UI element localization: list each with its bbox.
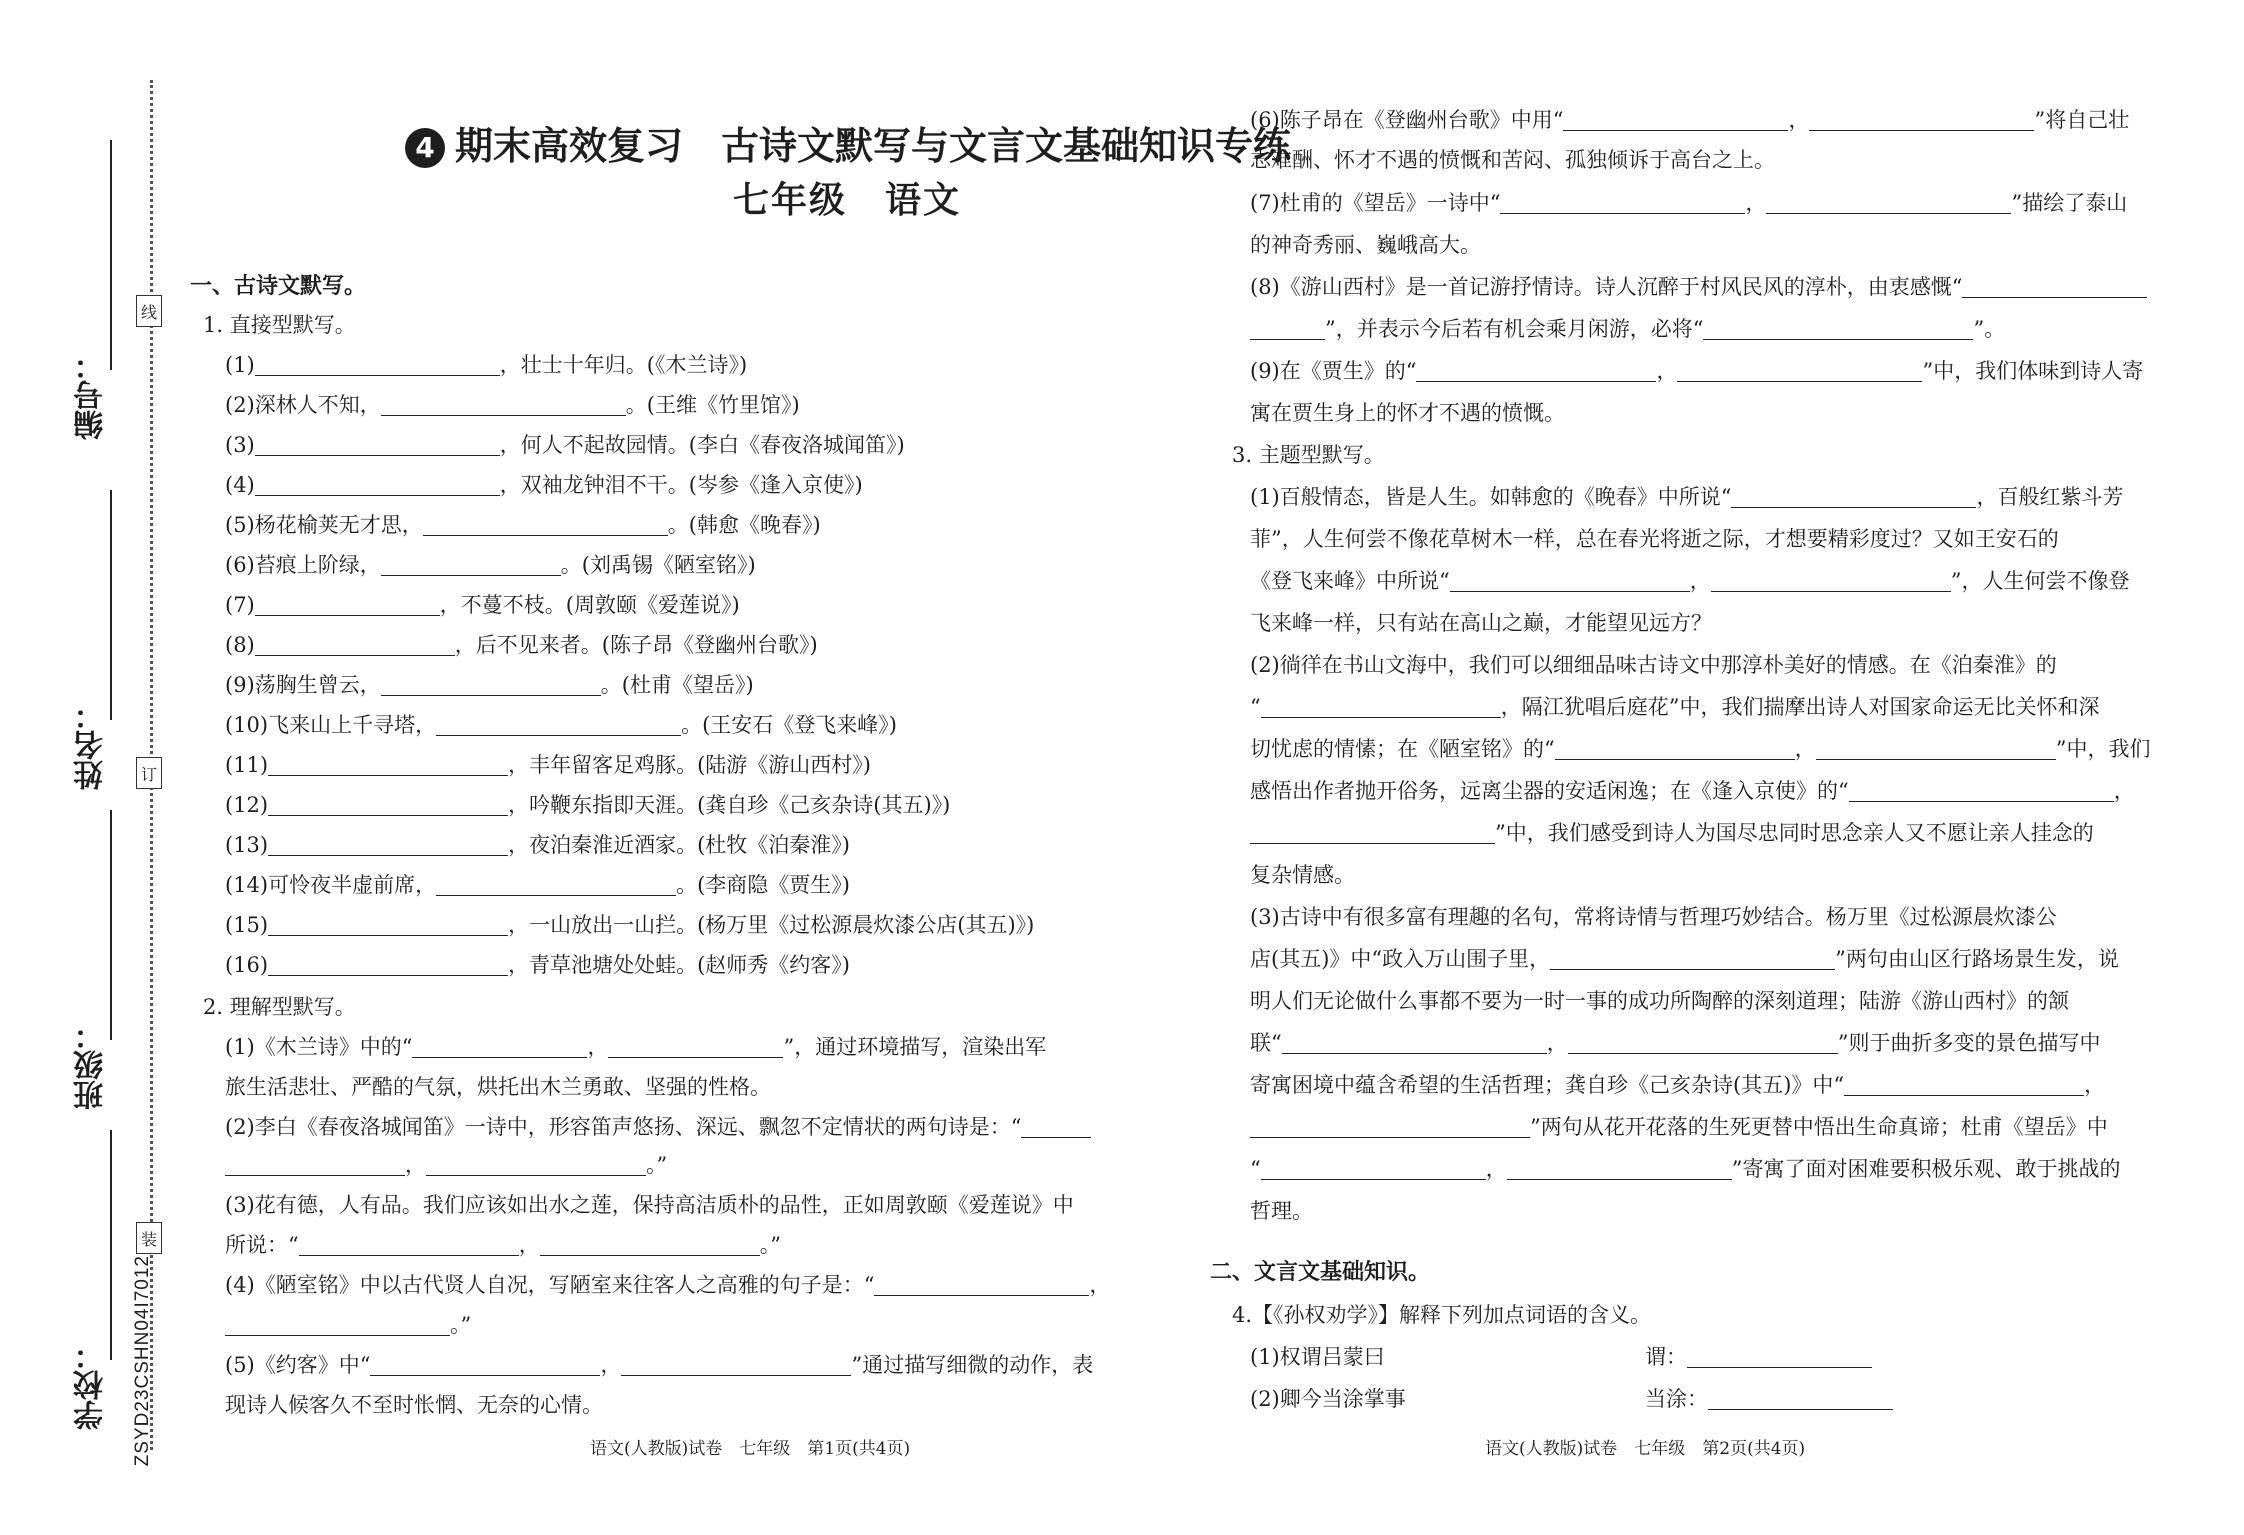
question-item: (1)权谓吕蒙曰 谓： bbox=[1250, 1342, 1872, 1372]
answer-blank[interactable] bbox=[255, 473, 500, 496]
question-text: 寓在贾生身上的怀才不遇的愤慨。 bbox=[1250, 401, 1565, 425]
question-heading: 2. 理解型默写。 bbox=[203, 995, 356, 1019]
page-subtitle: 七年级 语文 bbox=[733, 180, 962, 221]
question-item: ”两句从花开花落的生死更替中悟出生命真谛；杜甫《望岳》中 bbox=[1250, 1112, 2108, 1142]
answer-blank[interactable] bbox=[1568, 1031, 1838, 1054]
answer-blank[interactable] bbox=[1563, 108, 1788, 131]
answer-blank[interactable] bbox=[1282, 1031, 1547, 1054]
answer-blank[interactable] bbox=[423, 513, 668, 536]
question-item: (2)卿今当涂掌事 当涂： bbox=[1250, 1384, 1893, 1414]
field-class-label: 班级： bbox=[74, 1020, 109, 1110]
answer-blank[interactable] bbox=[268, 793, 508, 816]
question-item: 切忧虑的情愫；在《陋室铭》的“ ， ”中，我们 bbox=[1250, 737, 2151, 761]
answer-blank[interactable] bbox=[1731, 485, 1976, 508]
answer-blank[interactable] bbox=[1703, 317, 1973, 340]
question-item: 所说：“ ， 。” bbox=[225, 1233, 781, 1257]
question-item: (11) ，丰年留客足鸡豚。(陆游《游山西村》) bbox=[225, 753, 871, 777]
question-item: 联“ ， ”则于曲折多变的景色描写中 bbox=[1250, 1031, 2101, 1055]
answer-blank[interactable] bbox=[1687, 1345, 1872, 1368]
binding-mark-line: 线 bbox=[136, 295, 162, 327]
answer-blank[interactable] bbox=[370, 1353, 600, 1376]
question-text: 志难酬、怀才不遇的愤慨和苦闷、孤独倾诉于高台之上。 bbox=[1250, 148, 1775, 172]
question-item: (6)苔痕上阶绿， 。(刘禹锡《陋室铭》) bbox=[225, 553, 756, 577]
exam-code: ZSYD23CSHN04I7012 bbox=[132, 1255, 153, 1467]
question-item: (9)在《贾生》的“ ， ”中，我们体味到诗人寄 bbox=[1250, 359, 2144, 383]
answer-blank[interactable] bbox=[381, 673, 601, 696]
binding-mark-staple: 订 bbox=[136, 757, 162, 789]
answer-blank[interactable] bbox=[1250, 317, 1325, 340]
question-item: (1)百般情态，皆是人生。如韩愈的《晚春》中所说“ ，百般红紫斗芳 bbox=[1250, 485, 2124, 509]
answer-blank[interactable] bbox=[1844, 1073, 2084, 1096]
question-item: (1)《木兰诗》中的“ ， ”，通过环境描写，渲染出军 bbox=[225, 1035, 1047, 1059]
question-item: (7)杜甫的《望岳》一诗中“ ， ”描绘了泰山 bbox=[1250, 191, 2128, 215]
question-item: (9)荡胸生曾云， 。(杜甫《望岳》) bbox=[225, 673, 754, 697]
answer-blank[interactable] bbox=[1962, 275, 2147, 298]
field-name[interactable] bbox=[70, 490, 130, 790]
answer-blank[interactable] bbox=[381, 553, 561, 576]
question-item: “ ，隔江犹唱后庭花”中，我们揣摩出诗人对国家命运无比关怀和深 bbox=[1250, 695, 2100, 719]
answer-blank[interactable] bbox=[1766, 191, 2011, 214]
field-class[interactable] bbox=[70, 810, 130, 1110]
question-item: (3) ，何人不起故园情。(李白《春夜洛城闻笛》) bbox=[225, 433, 905, 457]
answer-blank[interactable] bbox=[1021, 1115, 1091, 1138]
answer-blank[interactable] bbox=[268, 753, 508, 776]
answer-blank[interactable] bbox=[1711, 569, 1951, 592]
binding-mark-bind: 装 bbox=[136, 1222, 162, 1254]
answer-blank[interactable] bbox=[1450, 569, 1690, 592]
question-item: (15) ，一山放出一山拦。(杨万里《过松源晨炊漆公店(其五)》) bbox=[225, 913, 1035, 937]
question-item: (10)飞来山上千寻塔， 。(王安石《登飞来峰》) bbox=[225, 713, 897, 737]
question-item: (16) ，青草池塘处处蛙。(赵师秀《约客》) bbox=[225, 953, 850, 977]
question-text: 哲理。 bbox=[1250, 1199, 1313, 1223]
question-item: (12) ，吟鞭东指即天涯。(龚自珍《己亥杂诗(其五)》) bbox=[225, 793, 951, 817]
answer-blank[interactable] bbox=[426, 1153, 646, 1176]
page-title bbox=[405, 115, 1291, 170]
question-item: (14)可怜夜半虚前席， 。(李商隐《贾生》) bbox=[225, 873, 850, 897]
answer-blank[interactable] bbox=[1816, 737, 2056, 760]
answer-blank[interactable] bbox=[608, 1035, 783, 1058]
question-text: (3)古诗中有很多富有理趣的名句，常将诗情与哲理巧妙结合。杨万里《过松源晨炊漆公 bbox=[1250, 905, 2057, 929]
question-heading: 4.【《孙权劝学》】解释下列加点词语的含义。 bbox=[1232, 1303, 1652, 1327]
answer-blank[interactable] bbox=[1500, 191, 1745, 214]
title-number-badge: 4 bbox=[405, 128, 445, 168]
answer-blank[interactable] bbox=[299, 1233, 519, 1256]
answer-blank[interactable] bbox=[255, 593, 440, 616]
question-item: (4) ，双袖龙钟泪不干。(岑参《逢入京使》) bbox=[225, 473, 863, 497]
question-item: ”中，我们感受到诗人为国尽忠同时思念亲人又不愿让亲人挂念的 bbox=[1250, 818, 2094, 848]
page-footer: 语文(人教版)试卷 七年级 第1页(共4页) bbox=[590, 1439, 911, 1459]
answer-blank[interactable] bbox=[1261, 1157, 1486, 1180]
question-item: (2)李白《春夜洛城闻笛》一诗中，形容笛声悠扬、深远、飘忽不定情状的两句诗是：“ bbox=[225, 1112, 1091, 1142]
question-item: 寄寓困境中蕴含希望的生活哲理；龚自珍《己亥杂诗(其五)》中“ ， bbox=[1250, 1073, 2106, 1097]
answer-blank[interactable] bbox=[255, 353, 500, 376]
field-name-label: 姓名： bbox=[74, 700, 109, 790]
answer-blank[interactable] bbox=[255, 633, 455, 656]
question-item: ”，并表示今后若有机会乘月闲游，必将“ ”。 bbox=[1250, 314, 2005, 344]
section-heading: 一、古诗文默写。 bbox=[190, 274, 367, 299]
answer-blank[interactable] bbox=[540, 1233, 760, 1256]
answer-blank[interactable] bbox=[255, 433, 500, 456]
question-text: (2)徜徉在书山文海中，我们可以细细品味古诗文中那淳朴美好的情感。在《泊秦淮》的 bbox=[1250, 653, 2057, 677]
answer-blank[interactable] bbox=[436, 873, 676, 896]
question-item: 感悟出作者抛开俗务，远离尘器的安适闲逸；在《逢入京使》的“ ， bbox=[1250, 779, 2135, 803]
question-item: (8)《游山西村》是一首记游抒情诗。诗人沉醉于村风民风的淳朴，由衷感慨“ bbox=[1250, 272, 2147, 302]
answer-blank[interactable] bbox=[1555, 737, 1795, 760]
binding-margin bbox=[0, 0, 180, 1535]
question-text: 的神奇秀丽、巍峨高大。 bbox=[1250, 233, 1481, 257]
answer-blank[interactable] bbox=[1849, 779, 2114, 802]
question-item: 店(其五)》中“政入万山围子里， ”两句由山区行路场景生发，说 bbox=[1250, 947, 2119, 971]
question-text: 复杂情感。 bbox=[1250, 863, 1355, 887]
answer-blank[interactable] bbox=[1708, 1387, 1893, 1410]
question-text: 现诗人候客久不至时怅惘、无奈的心情。 bbox=[225, 1393, 603, 1417]
page-footer: 语文(人教版)试卷 七年级 第2页(共4页) bbox=[1485, 1439, 1806, 1459]
question-text: 旅生活悲壮、严酷的气氛，烘托出木兰勇敢、坚强的性格。 bbox=[225, 1075, 771, 1099]
field-school[interactable] bbox=[70, 1130, 130, 1430]
question-text: (3)花有德，人有品。我们应该如出水之莲，保持高洁质朴的品性，正如周敦颐《爱莲说》中 bbox=[225, 1193, 1074, 1217]
question-item: (5)《约客》中“ ， ”通过描写细微的动作，表 bbox=[225, 1353, 1094, 1377]
question-text: 明人们无论做什么事都不要为一时一事的成功所陶醉的深刻道理；陆游《游山西村》的颔 bbox=[1250, 989, 2069, 1013]
answer-blank[interactable] bbox=[1250, 821, 1495, 844]
section-heading: 二、文言文基础知识。 bbox=[1210, 1260, 1431, 1285]
question-heading: 3. 主题型默写。 bbox=[1232, 443, 1385, 467]
answer-blank[interactable] bbox=[1550, 947, 1835, 970]
question-text: 飞来峰一样，只有站在高山之巅，才能望见远方？ bbox=[1250, 611, 1712, 635]
question-item: (5)杨花榆荚无才思， 。(韩愈《晚春》) bbox=[225, 513, 821, 537]
question-item: 。” bbox=[225, 1310, 471, 1340]
field-number-label: 编号： bbox=[74, 350, 109, 440]
question-item: (2)深林人不知， 。(王维《竹里馆》) bbox=[225, 393, 800, 417]
answer-blank[interactable] bbox=[1261, 695, 1501, 718]
page-title-text: 期末高效复习 古诗文默写与文言文基础知识专练 bbox=[455, 124, 1292, 168]
answer-blank[interactable] bbox=[621, 1353, 851, 1376]
question-item: (6)陈子昂在《登幽州台歌》中用“ ， ”将自己壮 bbox=[1250, 108, 2130, 132]
question-item: 《登飞来峰》中所说“ ， ”，人生何尝不像登 bbox=[1250, 569, 2130, 593]
answer-blank[interactable] bbox=[874, 1273, 1089, 1296]
answer-blank[interactable] bbox=[436, 713, 681, 736]
question-item: (4)《陋室铭》中以古代贤人自况，写陋室来往客人之高雅的句子是：“ ， bbox=[225, 1273, 1111, 1297]
answer-blank[interactable] bbox=[225, 1153, 405, 1176]
answer-blank[interactable] bbox=[1809, 108, 2034, 131]
answer-blank[interactable] bbox=[1250, 1115, 1530, 1138]
question-item: (13) ，夜泊秦淮近酒家。(杜牧《泊秦淮》) bbox=[225, 833, 850, 857]
answer-blank[interactable] bbox=[268, 953, 508, 976]
answer-blank[interactable] bbox=[268, 913, 508, 936]
field-number[interactable] bbox=[70, 140, 130, 440]
answer-blank[interactable] bbox=[1416, 359, 1656, 382]
question-item: ， 。” bbox=[225, 1150, 667, 1180]
question-item: “ ， ”寄寓了面对困难要积极乐观、敢于挑战的 bbox=[1250, 1157, 2121, 1181]
answer-blank[interactable] bbox=[1677, 359, 1922, 382]
question-item: (7) ，不蔓不枝。(周敦颐《爱莲说》) bbox=[225, 593, 740, 617]
answer-blank[interactable] bbox=[381, 393, 626, 416]
field-school-label: 学校： bbox=[74, 1340, 109, 1430]
answer-blank[interactable] bbox=[1507, 1157, 1732, 1180]
answer-blank[interactable] bbox=[268, 833, 508, 856]
question-heading: 1. 直接型默写。 bbox=[203, 313, 356, 337]
question-item: (8) ，后不见来者。(陈子昂《登幽州台歌》) bbox=[225, 633, 818, 657]
question-item: (1) ，壮士十年归。(《木兰诗》) bbox=[225, 353, 748, 377]
answer-blank[interactable] bbox=[225, 1313, 450, 1336]
answer-blank[interactable] bbox=[412, 1035, 587, 1058]
question-text: 菲”，人生何尝不像花草树木一样，总在春光将逝之际，才想要精彩度过？又如王安石的 bbox=[1250, 527, 2059, 551]
